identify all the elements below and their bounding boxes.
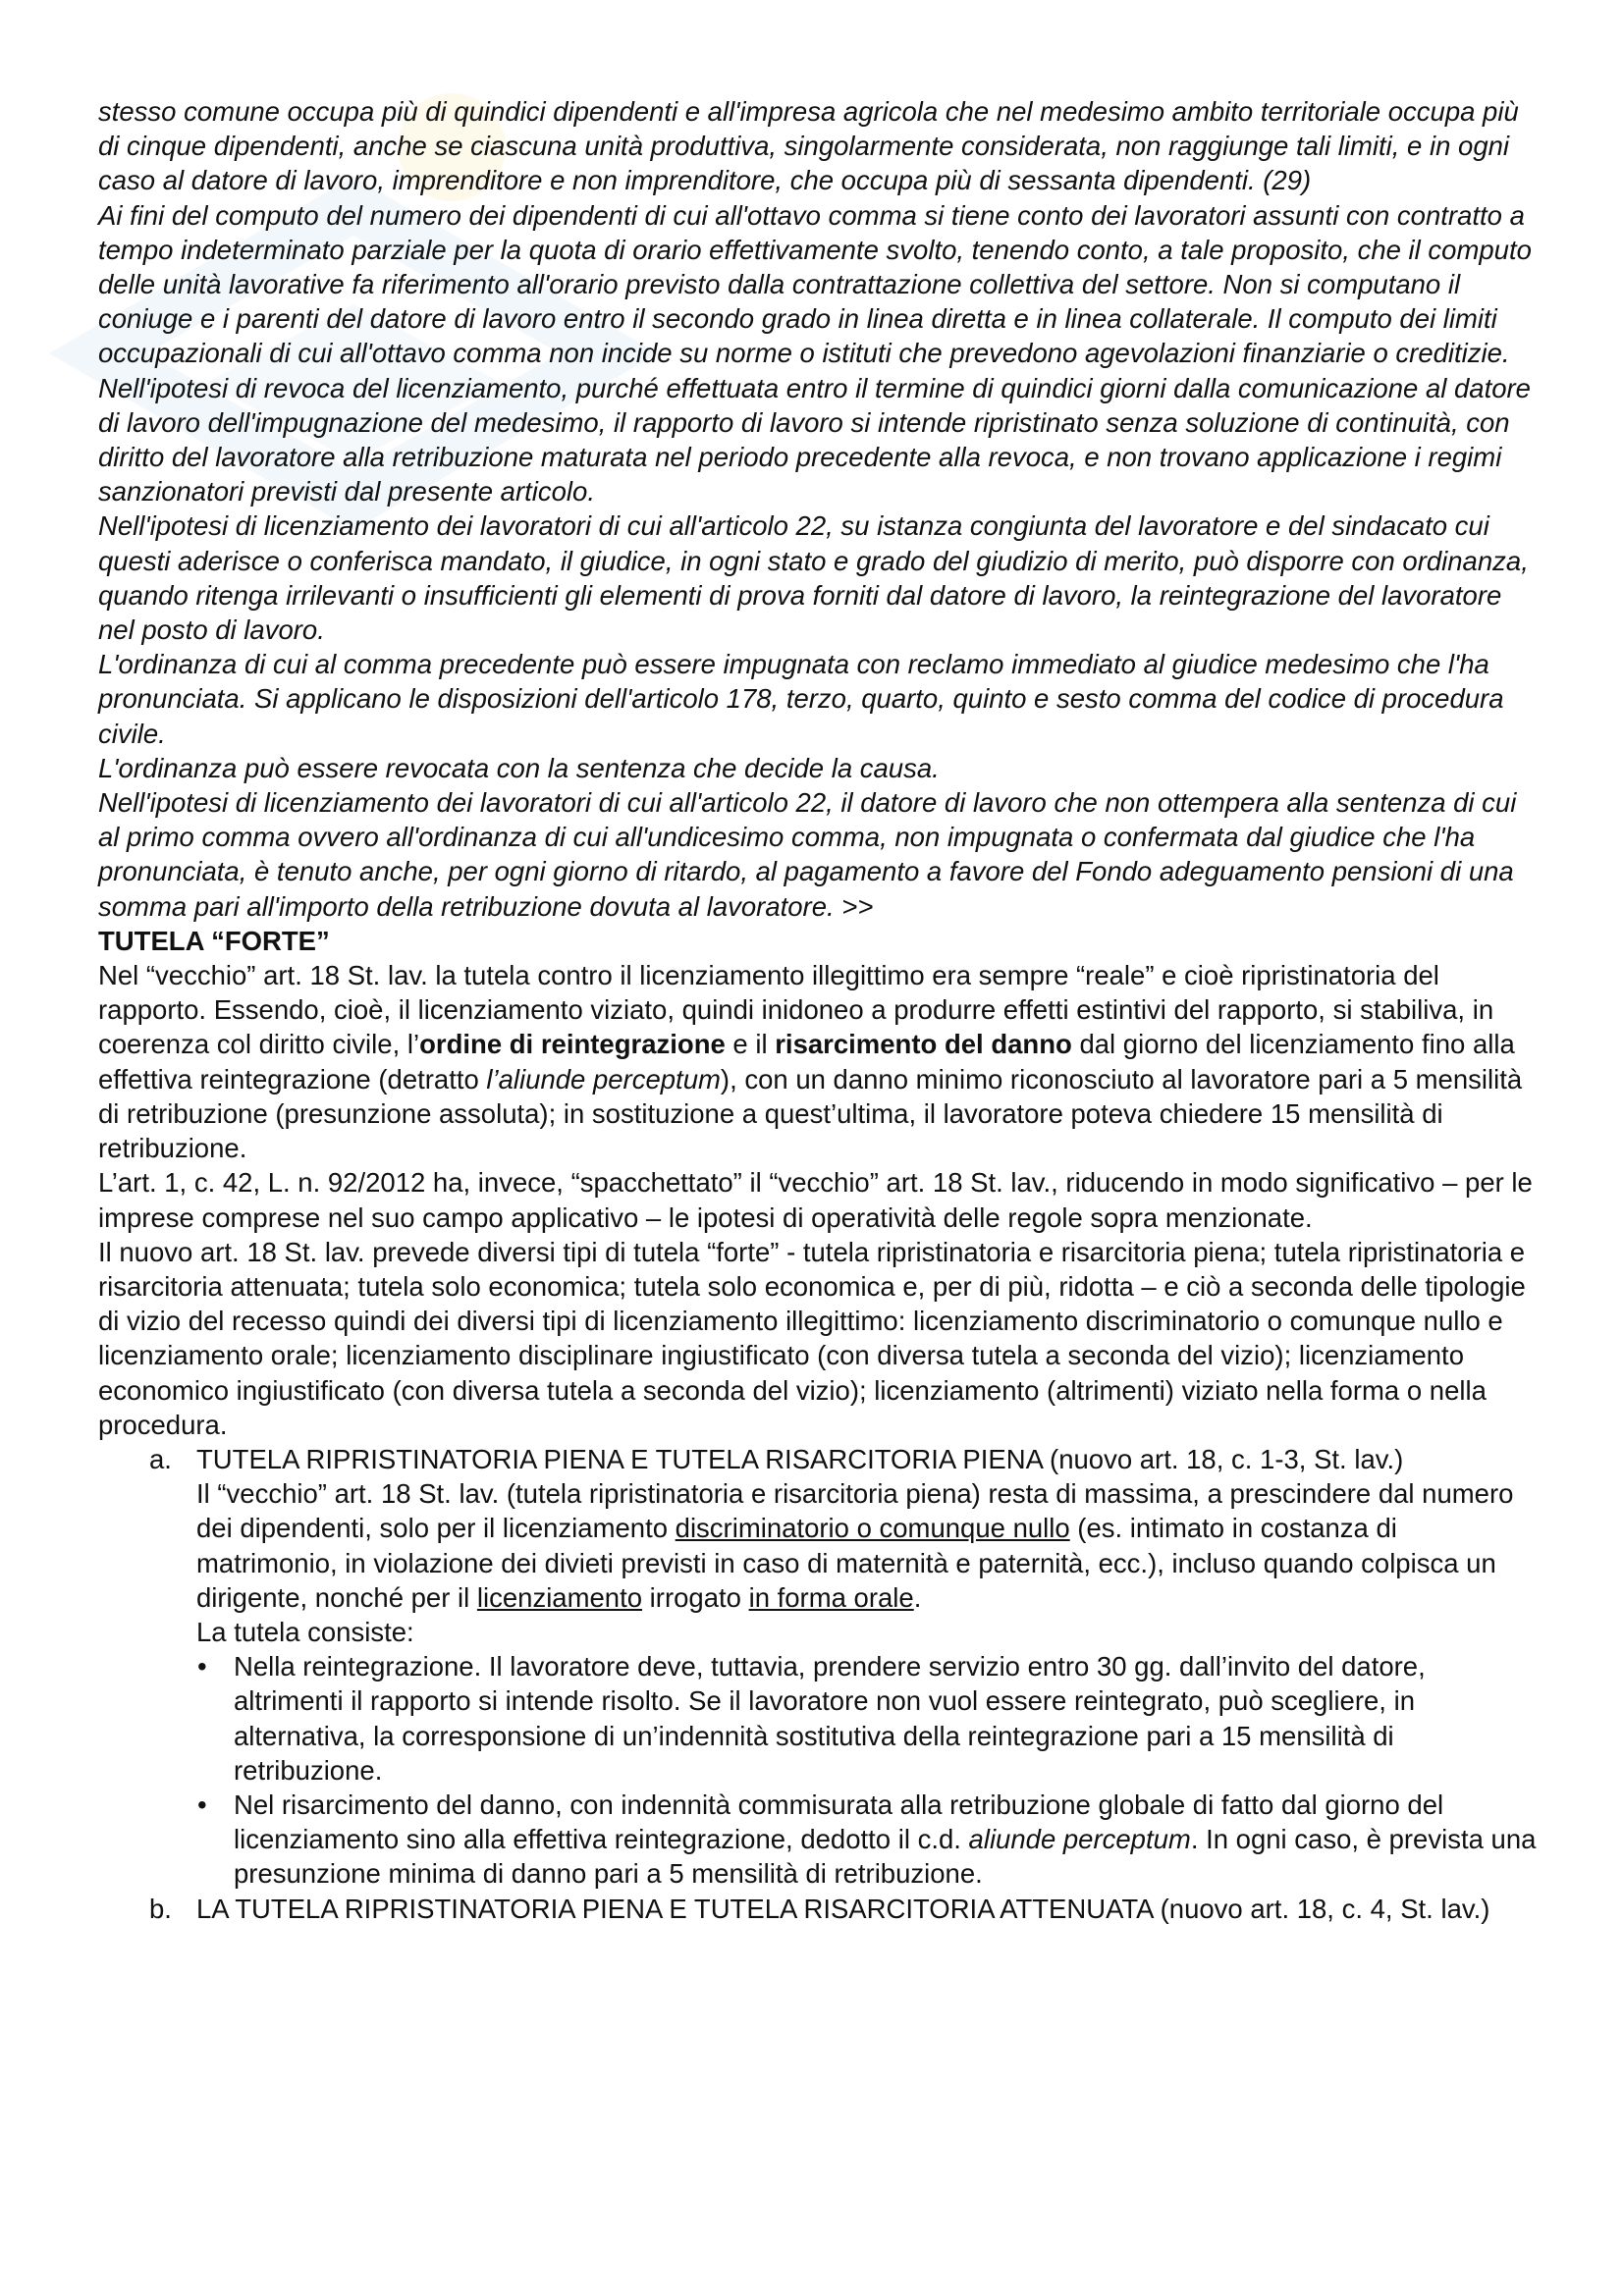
list-item-intro: La tutela consiste: bbox=[196, 1616, 414, 1647]
section-title: TUTELA “FORTE” bbox=[98, 925, 330, 956]
law-text-paragraph: L'ordinanza di cui al comma precedente può essere impugnata con reclamo immediato al giudice medesimo che l'ha pronunciata. Si applicano le disposizioni dell'articolo 178, terzo, quarto, quinto e sesto comma del codice di procedura civile. bbox=[98, 649, 1504, 749]
law-text-paragraph: stesso comune occupa più di quindici dipendenti e all'impresa agricola che nel medesimo ambito territoriale occupa più di cinque dipendenti, anche se ciascuna unità produttiva, singolarmente considerata, non raggiunge tali limiti, e in ogni caso al datore di lavoro, imprenditore e non imprenditore, che occupa più di sessanta dipendenti. (29) bbox=[98, 96, 1519, 196]
body-paragraph: Nel “vecchio” art. 18 St. lav. la tutela contro il licenziamento illegittimo era sempre “reale” e cioè ripristinatoria del rapporto. Essendo, cioè, il licenziamento viziato, quindi inidoneo a produrre effetti estintivi del rapporto, si stabiliva, in coerenza col diritto civile, l’ordine di reintegrazione e il risarcimento del danno dal giorno del licenziamento fino alla effettiva reintegrazione (detratto l’aliunde perceptum), con un danno minimo riconosciuto al lavoratore pari a 5 mensilità di retribuzione (presunzione assoluta); in sostituzione a quest’ultima, il lavoratore poteva chiedere 15 mensilità di retribuzione. bbox=[98, 960, 1523, 1164]
list-item-a bbox=[98, 1442, 1542, 1476]
law-text-paragraph: Nell'ipotesi di licenziamento dei lavoratori di cui all'articolo 22, il datore di lavoro che non ottempera alla sentenza di cui al primo comma ovvero all'ordinanza di cui all'undicesimo comma, non impugnata o confermata dal giudice che l'ha pronunciata, è tenuto anche, per ogni giorno di ritardo, al pagamento a favore del Fondo adeguamento pensioni di una somma pari all'importo della retribuzione dovuta al lavoratore. >> bbox=[98, 787, 1517, 922]
list-item-heading: LA TUTELA RIPRISTINATORIA PIENA E TUTELA RISARCITORIA ATTENUATA (nuovo art. 18, c. 4, St. lav.) bbox=[196, 1893, 1490, 1924]
bullet-item: • Nella reintegrazione. Il lavoratore deve, tuttavia, prendere servizio entro 30 gg. dall’invito del datore, altrimenti il rapporto si intende risolto. Se il lavoratore non vuol essere reintegrato, può scegliere, in alternativa, la corresponsione di un’indennità sostitutiva della reintegrazione pari a 15 mensilità di retribuzione. bbox=[197, 1651, 1426, 1786]
law-text-paragraph: Ai fini del computo del numero dei dipendenti di cui all'ottavo comma si tiene conto dei lavoratori assunti con contratto a tempo indeterminato parziale per la quota di orario effettivamente svolto, tenendo conto, a tale proposito, che il computo delle unità lavorative fa riferimento all'orario previsto dalla contrattazione collettiva del settore. Non si computano il coniuge e i parenti del datore di lavoro entro il secondo grado in linea diretta e in linea collaterale. Il computo dei limiti occupazionali di cui all'ottavo comma non incide su norme o istituti che prevedono agevolazioni finanziarie o creditizie. bbox=[98, 199, 1532, 369]
bold-term: ordine di reintegrazione bbox=[419, 1029, 726, 1060]
document-body bbox=[98, 94, 1542, 1926]
list-item-heading: TUTELA RIPRISTINATORIA PIENA E TUTELA RISARCITORIA PIENA (nuovo art. 18, c. 1-3, St. lav.) bbox=[196, 1443, 1404, 1474]
body-paragraph: L’art. 1, c. 42, L. n. 92/2012 ha, invece, “spacchettato” il “vecchio” art. 18 St. lav., riducendo in modo significativo – per le imprese comprese nel suo campo applicativo – le ipotesi di operatività delle regole sopra menzionate. bbox=[98, 1167, 1533, 1233]
bold-term: risarcimento del danno bbox=[775, 1029, 1072, 1060]
body-paragraph: Il nuovo art. 18 St. lav. prevede diversi tipi di tutela “forte” - tutela ripristinatoria e risarcitoria piena; tutela ripristinatoria e risarcitoria attenuata; tutela solo economica; tutela solo economica e, per di più, ridotta – e ciò a seconda delle tipologie di vizio del recesso quindi dei diversi tipi di licenziamento illegittimo: licenziamento discriminatorio o comunque nullo e licenziamento orale; licenziamento disciplinare ingiustificato (con diversa tutela a seconda del vizio); licenziamento economico ingiustificato (con diversa tutela a seconda del vizio); licenziamento (altrimenti) viziato nella forma o nella procedura. bbox=[98, 1236, 1526, 1440]
law-text-paragraph: Nell'ipotesi di revoca del licenziamento, purché effettuata entro il termine di quindici giorni dalla comunicazione al datore di lavoro dell'impugnazione del medesimo, il rapporto di lavoro si intende ripristinato senza soluzione di continuità, con diritto del lavoratore alla retribuzione maturata nel periodo precedente alla revoca, e non trovano applicazione i regimi sanzionatori previsti dal presente articolo. bbox=[98, 372, 1531, 507]
list-label: a. bbox=[149, 1443, 172, 1474]
list-item-body: Il “vecchio” art. 18 St. lav. (tutela ripristinatoria e risarcitoria piena) resta di massima, a prescindere dal numero dei dipendenti, solo per il licenziamento discriminatorio o comunque nullo (es. intimato in costanza di matrimonio, in violazione dei divieti previsti in caso di maternità e paternità, ecc.), incluso quando colpisca un dirigente, nonché per il licenziamento irrogato in forma orale. bbox=[196, 1478, 1514, 1613]
underlined-term: in forma orale bbox=[748, 1581, 914, 1613]
law-text-paragraph: L'ordinanza può essere revocata con la sentenza che decide la causa. bbox=[98, 752, 940, 783]
list-label: b. bbox=[149, 1893, 172, 1924]
bullet-icon: • bbox=[197, 1789, 207, 1820]
italic-term: l’aliunde perceptum bbox=[486, 1063, 721, 1095]
italic-term: aliunde perceptum bbox=[968, 1824, 1191, 1855]
underlined-term: discriminatorio o comunque nullo bbox=[675, 1513, 1070, 1544]
bullet-icon: • bbox=[197, 1651, 207, 1682]
list-item-b bbox=[98, 1892, 1542, 1926]
law-text-paragraph: Nell'ipotesi di licenziamento dei lavoratori di cui all'articolo 22, su istanza congiunta del lavoratore e del sindacato cui questi aderisce o conferisca mandato, il giudice, in ogni stato e grado del giudizio di merito, può disporre con ordinanza, quando ritenga irrilevanti o insufficienti gli elementi di prova forniti dal datore di lavoro, la reintegrazione del lavoratore nel posto di lavoro. bbox=[98, 510, 1529, 646]
bullet-item: • Nel risarcimento del danno, con indennità commisurata alla retribuzione globale di fatto dal giorno del licenziamento sino alla effettiva reintegrazione, dedotto il c.d. aliunde perceptum. In ogni caso, è prevista una presunzione minima di danno pari a 5 mensilità di retribuzione. bbox=[197, 1789, 1537, 1890]
underlined-term: licenziamento bbox=[476, 1581, 643, 1613]
